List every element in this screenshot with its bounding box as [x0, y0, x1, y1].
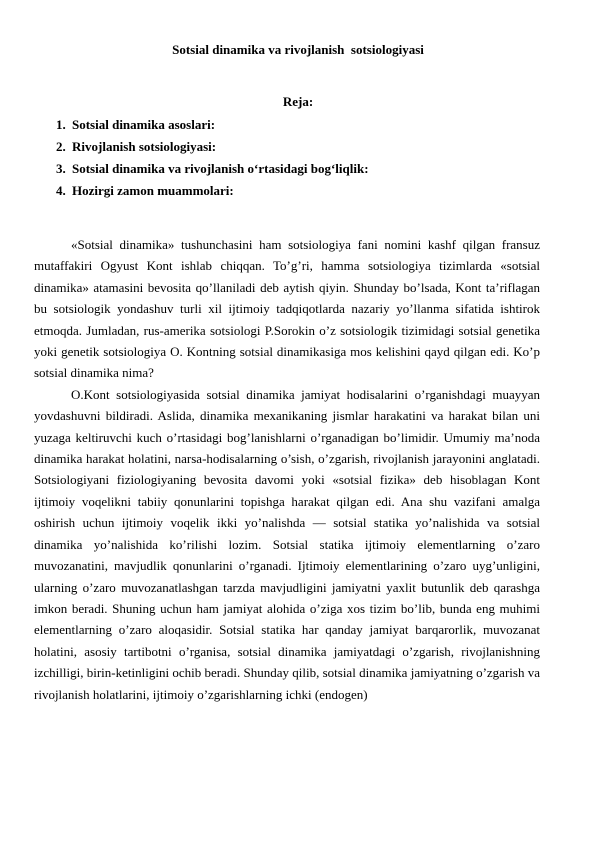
- plan-item-text: Sotsial dinamika asoslari:: [72, 117, 216, 132]
- document-title: Sotsial dinamika va rivojlanish sotsiologiyasi: [172, 42, 424, 57]
- plan-item-text: Hozirgi zamon muammolari:: [72, 183, 234, 198]
- paragraph-intro: «Sotsial dinamika» tushunchasini ham sotsiologiya fani nomini kashf qilgan fransuz mutaffakiri Ogyust Kont ishlab chiqqan. To’g’ri, hamma sotsiologiya tizimlarda «sotsial dinamika» atamasini bevosita qo’llaniladi deb aytish qiyin. Shunday bo’lsada, Kont ta’riflagan bu sotsiologik yondashuv turli xil ijtimoiy tadqiqotlarda nazariy yo’llanma sifatida ishtirok etmoqda. Jumladan, rus-amerika sotsiologi P.Sorokin o’z sotsiologik tizimidagi sotsial genetika yoki genetik sotsiologiya O. Kontning sotsial dinamikasiga mos kelishini qayd qilgan edi. Ko’p sotsial dinamika nima?: [34, 237, 540, 381]
- plan-item-number: 2.: [56, 139, 66, 154]
- plan-heading: Reja:: [282, 94, 314, 109]
- plan-item-number: 3.: [56, 161, 66, 176]
- plan-item-number: 1.: [56, 117, 66, 132]
- plan-list: [56, 118, 369, 206]
- plan-item-text: Sotsial dinamika va rivojlanish o‘rtasidagi bog‘liqlik:: [72, 161, 369, 176]
- plan-item: [56, 118, 369, 140]
- plan-item: [56, 184, 369, 206]
- plan-item-text: Rivojlanish sotsiologiyasi:: [72, 139, 217, 154]
- plan-item: [56, 162, 369, 184]
- plan-item: [56, 140, 369, 162]
- body-text: [34, 234, 540, 705]
- paragraph-kont: O.Kont sotsiologiyasida sotsial dinamika jamiyat hodisalarini o’rganishdagi muayyan yovdashuvni bildiradi. Aslida, dinamika mexanikaning jismlar harakatini va harakat bilan uni yuzaga keltiruvchi kuch o’rtasidagi bog’lanishlarni o’rganadigan bo’limidir. Umumiy ma’noda dinamika harakat holatini, narsa-hodisalarning o’sish, o’zgarish, rivojlanish jarayonini anglatadi. Sotsiologiyani fiziologiyaning bevosita davomi yoki «sotsial fizika» deb hisoblagan Kont ijtimoiy voqelikni tabiiy qonunlarini topishga harakat qilgan edi. Ana shu vazifani amalga oshirish uchun ijtimoiy voqelik ikki yo’nalishda — sotsial statika yo’nalishida va sotsial dinamika yo’nalishida ko’rilishi lozim. Sotsial statika ijtimoiy elementlarning o’zaro muvozanatini, mavjudlik qonunlarini o’rganadi. Ijtimoiy elementlarining o’zaro uyg’unligini, ularning o’zaro muvozanatlashgan tarzda mavjudligini jamiyatni yaxlit butunlik deb qarashga imkon beradi. Shuning uchun ham jamiyat alohida o’ziga xos tizim bo’lib, bunda eng muhimi elementlarning o’zaro aloqasidir. Sotsial statika har qanday jamiyat barqarorlik, muvozanat holatini, asosiy tartibotni o’rganisa, sotsial dinamika jamiyatdagi o’zgarish, rivojlanishning izchilligi, birin-ketinligini ochib beradi. Shunday qilib, sotsial dinamika jamiyatning o’zgarish va rivojlanish holatlarini, ijtimoiy o’zgarishlarning ichki (endogen): [34, 386, 540, 702]
- plan-item-number: 4.: [56, 183, 66, 198]
